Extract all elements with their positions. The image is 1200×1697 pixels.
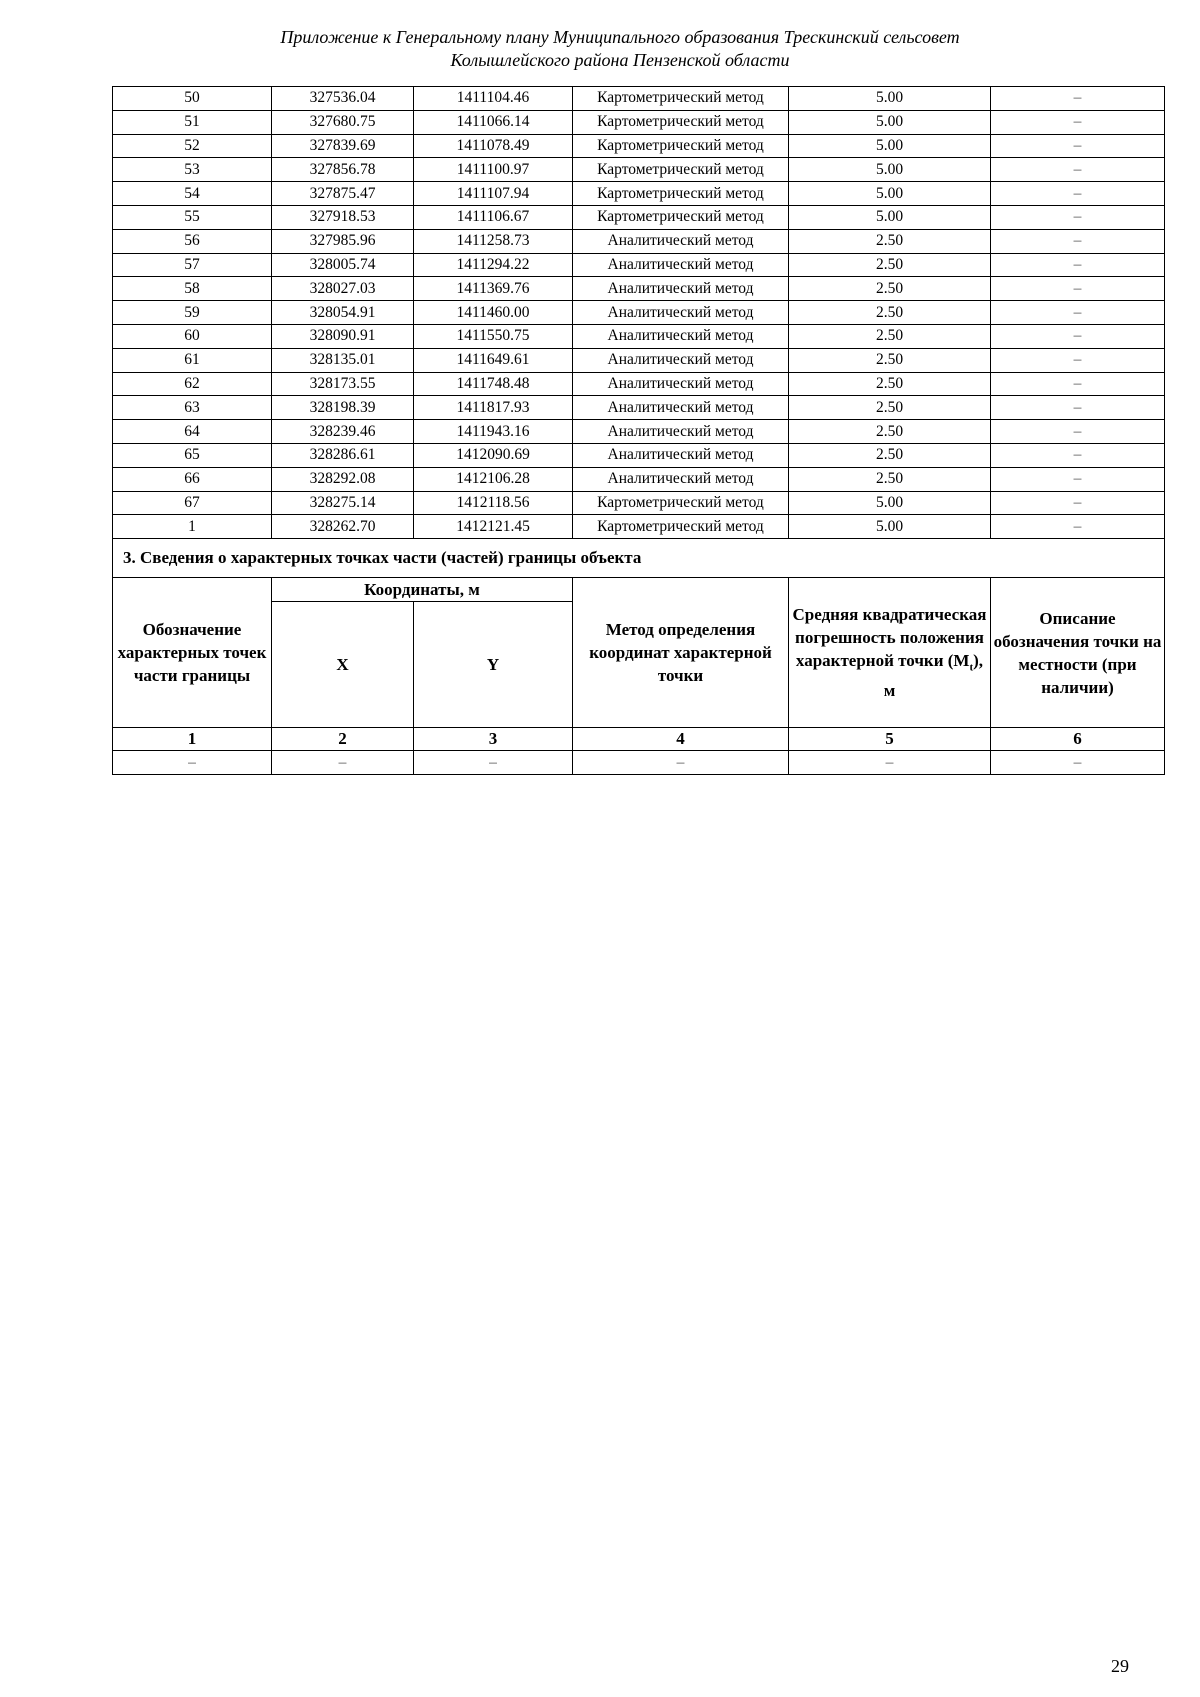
description-cell: – [991, 229, 1165, 253]
x-coordinate-cell: 327875.47 [272, 182, 414, 206]
y-coordinate-cell: 1411460.00 [414, 301, 573, 325]
point-number-cell: 54 [113, 182, 272, 206]
section-3-block [113, 539, 1165, 775]
column-numbers-row [113, 728, 1165, 751]
method-cell: Аналитический метод [573, 229, 789, 253]
description-cell: – [991, 372, 1165, 396]
description-cell: – [991, 205, 1165, 229]
accuracy-cell: 2.50 [789, 372, 991, 396]
table-row [113, 205, 1165, 229]
y-coordinate-cell: 1411104.46 [414, 87, 573, 111]
table-row [113, 301, 1165, 325]
method-cell: Аналитический метод [573, 467, 789, 491]
point-number-cell: 65 [113, 443, 272, 467]
accuracy-cell: 5.00 [789, 491, 991, 515]
y-coordinate-cell: 1411649.61 [414, 348, 573, 372]
header-line-1: Приложение к Генеральному плану Муниципального образования Трескинский сельсовет [280, 27, 960, 47]
method-cell: Аналитический метод [573, 348, 789, 372]
table-row [113, 277, 1165, 301]
point-number-cell: 61 [113, 348, 272, 372]
column-number-4: 4 [573, 728, 789, 751]
coordinates-table-body [113, 87, 1165, 539]
table-row [113, 491, 1165, 515]
coordinates-table [112, 86, 1165, 775]
y-coordinate-cell: 1411294.22 [414, 253, 573, 277]
method-cell: Аналитический метод [573, 277, 789, 301]
description-cell: – [991, 348, 1165, 372]
y-coordinate-cell: 1411107.94 [414, 182, 573, 206]
description-cell: – [991, 515, 1165, 539]
y-coordinate-cell: 1411369.76 [414, 277, 573, 301]
x-coordinate-cell: 327856.78 [272, 158, 414, 182]
y-coordinate-cell: 1411100.97 [414, 158, 573, 182]
empty-cell: – [414, 751, 573, 775]
header-accuracy [789, 578, 991, 728]
method-cell: Картометрический метод [573, 515, 789, 539]
table-row [113, 134, 1165, 158]
accuracy-cell: 5.00 [789, 134, 991, 158]
table-row [113, 515, 1165, 539]
accuracy-cell: 5.00 [789, 182, 991, 206]
point-number-cell: 55 [113, 205, 272, 229]
description-cell: – [991, 443, 1165, 467]
point-number-cell: 56 [113, 229, 272, 253]
column-number-2: 2 [272, 728, 414, 751]
x-coordinate-cell: 328135.01 [272, 348, 414, 372]
x-coordinate-cell: 328054.91 [272, 301, 414, 325]
column-number-1: 1 [113, 728, 272, 751]
table-row [113, 372, 1165, 396]
y-coordinate-cell: 1412106.28 [414, 467, 573, 491]
method-cell: Картометрический метод [573, 158, 789, 182]
x-coordinate-cell: 328005.74 [272, 253, 414, 277]
table-row [113, 396, 1165, 420]
method-cell: Аналитический метод [573, 253, 789, 277]
description-cell: – [991, 277, 1165, 301]
y-coordinate-cell: 1412121.45 [414, 515, 573, 539]
table-row [113, 467, 1165, 491]
x-coordinate-cell: 328198.39 [272, 396, 414, 420]
point-number-cell: 66 [113, 467, 272, 491]
column-number-5: 5 [789, 728, 991, 751]
accuracy-cell: 2.50 [789, 301, 991, 325]
method-cell: Картометрический метод [573, 205, 789, 229]
point-number-cell: 57 [113, 253, 272, 277]
description-cell: – [991, 253, 1165, 277]
x-coordinate-cell: 328027.03 [272, 277, 414, 301]
header-y: Y [414, 602, 573, 728]
x-coordinate-cell: 327680.75 [272, 110, 414, 134]
empty-cell: – [573, 751, 789, 775]
table-row [113, 182, 1165, 206]
accuracy-cell: 5.00 [789, 158, 991, 182]
header-description: Описание обозначения точки на местности (при наличии) [991, 578, 1165, 728]
header-point-designation: Обозначение характерных точек части границы [113, 578, 272, 728]
y-coordinate-cell: 1411258.73 [414, 229, 573, 253]
y-coordinate-cell: 1411550.75 [414, 324, 573, 348]
table-row [113, 420, 1165, 444]
point-number-cell: 51 [113, 110, 272, 134]
method-cell: Аналитический метод [573, 443, 789, 467]
accuracy-cell: 2.50 [789, 277, 991, 301]
header-line-2: Колышлейского района Пензенской области [450, 50, 790, 70]
point-number-cell: 53 [113, 158, 272, 182]
table-row [113, 443, 1165, 467]
description-cell: – [991, 87, 1165, 111]
accuracy-cell: 2.50 [789, 324, 991, 348]
description-cell: – [991, 158, 1165, 182]
accuracy-cell: 5.00 [789, 515, 991, 539]
section-3-title: 3. Сведения о характерных точках части (частей) границы объекта [113, 539, 1165, 578]
y-coordinate-cell: 1412090.69 [414, 443, 573, 467]
point-number-cell: 60 [113, 324, 272, 348]
y-coordinate-cell: 1411943.16 [414, 420, 573, 444]
point-number-cell: 1 [113, 515, 272, 539]
point-number-cell: 67 [113, 491, 272, 515]
x-coordinate-cell: 327918.53 [272, 205, 414, 229]
description-cell: – [991, 491, 1165, 515]
column-number-6: 6 [991, 728, 1165, 751]
header-accuracy-unit: ), м [883, 650, 984, 701]
x-coordinate-cell: 328275.14 [272, 491, 414, 515]
point-number-cell: 64 [113, 420, 272, 444]
method-cell: Картометрический метод [573, 182, 789, 206]
x-coordinate-cell: 328292.08 [272, 467, 414, 491]
x-coordinate-cell: 327985.96 [272, 229, 414, 253]
y-coordinate-cell: 1411817.93 [414, 396, 573, 420]
y-coordinate-cell: 1411748.48 [414, 372, 573, 396]
accuracy-cell: 5.00 [789, 110, 991, 134]
y-coordinate-cell: 1411066.14 [414, 110, 573, 134]
empty-cell: – [113, 751, 272, 775]
x-coordinate-cell: 328286.61 [272, 443, 414, 467]
x-coordinate-cell: 328262.70 [272, 515, 414, 539]
method-cell: Картометрический метод [573, 87, 789, 111]
empty-cell: – [991, 751, 1165, 775]
x-coordinate-cell: 328239.46 [272, 420, 414, 444]
header-method: Метод определения координат характерной точки [573, 578, 789, 728]
method-cell: Аналитический метод [573, 396, 789, 420]
point-number-cell: 58 [113, 277, 272, 301]
method-cell: Аналитический метод [573, 324, 789, 348]
point-number-cell: 52 [113, 134, 272, 158]
method-cell: Картометрический метод [573, 491, 789, 515]
table-row [113, 348, 1165, 372]
x-coordinate-cell: 327536.04 [272, 87, 414, 111]
header-coordinates: Координаты, м [272, 578, 573, 602]
accuracy-cell: 2.50 [789, 253, 991, 277]
method-cell: Аналитический метод [573, 372, 789, 396]
empty-data-row [113, 751, 1165, 775]
description-cell: – [991, 301, 1165, 325]
description-cell: – [991, 110, 1165, 134]
table-row [113, 253, 1165, 277]
header-accuracy-text: Средняя квадратическая погрешность положения характерной точки (M [792, 604, 987, 670]
accuracy-cell: 2.50 [789, 443, 991, 467]
point-number-cell: 62 [113, 372, 272, 396]
accuracy-cell: 2.50 [789, 229, 991, 253]
table-row [113, 110, 1165, 134]
point-number-cell: 63 [113, 396, 272, 420]
accuracy-cell: 2.50 [789, 396, 991, 420]
table-row [113, 158, 1165, 182]
accuracy-cell: 5.00 [789, 205, 991, 229]
y-coordinate-cell: 1411078.49 [414, 134, 573, 158]
page-number: 29 [1111, 1656, 1129, 1676]
method-cell: Картометрический метод [573, 134, 789, 158]
accuracy-cell: 2.50 [789, 348, 991, 372]
accuracy-cell: 2.50 [789, 420, 991, 444]
table-row [113, 229, 1165, 253]
header-accuracy-subscript: t [969, 661, 974, 674]
point-number-cell: 59 [113, 301, 272, 325]
method-cell: Аналитический метод [573, 420, 789, 444]
empty-cell: – [789, 751, 991, 775]
x-coordinate-cell: 328090.91 [272, 324, 414, 348]
x-coordinate-cell: 328173.55 [272, 372, 414, 396]
accuracy-cell: 5.00 [789, 87, 991, 111]
column-number-3: 3 [414, 728, 573, 751]
accuracy-cell: 2.50 [789, 467, 991, 491]
description-cell: – [991, 396, 1165, 420]
x-coordinate-cell: 327839.69 [272, 134, 414, 158]
description-cell: – [991, 467, 1165, 491]
description-cell: – [991, 324, 1165, 348]
y-coordinate-cell: 1412118.56 [414, 491, 573, 515]
description-cell: – [991, 182, 1165, 206]
point-number-cell: 50 [113, 87, 272, 111]
empty-cell: – [272, 751, 414, 775]
table-row [113, 87, 1165, 111]
y-coordinate-cell: 1411106.67 [414, 205, 573, 229]
description-cell: – [991, 420, 1165, 444]
method-cell: Аналитический метод [573, 301, 789, 325]
table-row [113, 324, 1165, 348]
method-cell: Картометрический метод [573, 110, 789, 134]
document-header [0, 26, 1200, 72]
header-x: X [272, 602, 414, 728]
description-cell: – [991, 134, 1165, 158]
